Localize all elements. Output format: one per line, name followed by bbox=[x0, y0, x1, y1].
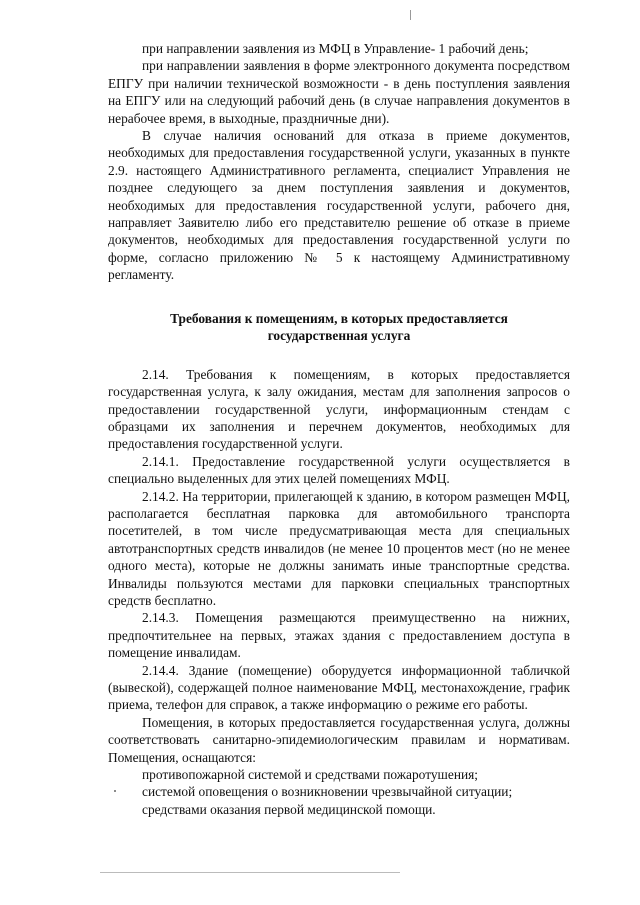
list-item: противопожарной системой и средствами пожаротушения; bbox=[142, 767, 479, 783]
paragraph: 2.14.1. Предоставление государственной услуги осуществляется в специально выделенных для этих целей помещениях МФЦ. bbox=[108, 453, 570, 487]
paragraph: Помещения, в которых предоставляется государственная услуга, должны соответствовать санитарно-эпидемиологическим правилам и нормативам. Помещения, оснащаются: bbox=[108, 714, 570, 765]
heading-line: Требования к помещениям, в которых предоставляется bbox=[170, 310, 508, 326]
document-page bbox=[108, 40, 570, 818]
paragraph: 2.14. Требования к помещениям, в которых предоставляется государственная услуга, к залу ожидания, местам для заполнения запросов о предоставлении государственной услуги, информационным стендам с образцами их заполнения и перечнем документов, необходимых для предоставления государственной услуги. bbox=[108, 366, 570, 452]
scan-speck bbox=[114, 790, 116, 792]
paragraph: 2.14.4. Здание (помещение) оборудуется информационной табличкой (вывеской), содержащей полное наименование МФЦ, местонахождение, график приема, телефон для справок, а также информацию о режиме его работы. bbox=[108, 662, 570, 713]
section-heading bbox=[108, 310, 570, 344]
list-item: системой оповещения о возникновении чрезвычайной ситуации; bbox=[142, 784, 513, 800]
paragraph: 2.14.3. Помещения размещаются преимущественно на нижних, предпочтительнее на первых, этажах здания с предоставлением доступа в помещение инвалидам. bbox=[108, 610, 570, 661]
page-bottom-rule bbox=[100, 872, 400, 873]
heading-line: государственная услуга bbox=[267, 327, 411, 343]
paragraph: В случае наличия оснований для отказа в приеме документов, необходимых для предоставления государственной услуги, указанных в пункте 2.9. настоящего Административного регламента, специалист Управления не позднее следующего за днем поступления заявления и документов, необходимых для предоставления государственной услуги, рабочего дня, направляет Заявителю либо его представителю решение об отказе в приеме документов, необходимых для предоставления государственной услуги по форме, согласно приложению № 5 к настоящему Административному регламенту. bbox=[108, 128, 570, 283]
scan-mark bbox=[410, 10, 411, 20]
paragraph: при направлении заявления из МФЦ в Управление- 1 рабочий день; bbox=[142, 41, 529, 56]
paragraph: при направлении заявления в форме электронного документа посредством ЕПГУ при наличии технической возможности - в день поступления заявления на ЕПГУ или на следующий рабочий день (в случае направления документов в нерабочее время, в выходные, праздничные дни). bbox=[108, 58, 570, 126]
equipment-list bbox=[108, 766, 570, 818]
list-item: средствами оказания первой медицинской помощи. bbox=[142, 801, 436, 817]
paragraph: 2.14.2. На территории, прилегающей к зданию, в котором размещен МФЦ, располагается бесплатная парковка для автомобильного транспорта посетителей, в том числе предусматривающая места для специальных автотранспортных средств инвалидов (не менее 10 процентов мест (но не менее одного места), которые не должны занимать иные транспортные средства. Инвалиды пользуются местами для парковки специальных транспортных средств бесплатно. bbox=[108, 488, 570, 608]
